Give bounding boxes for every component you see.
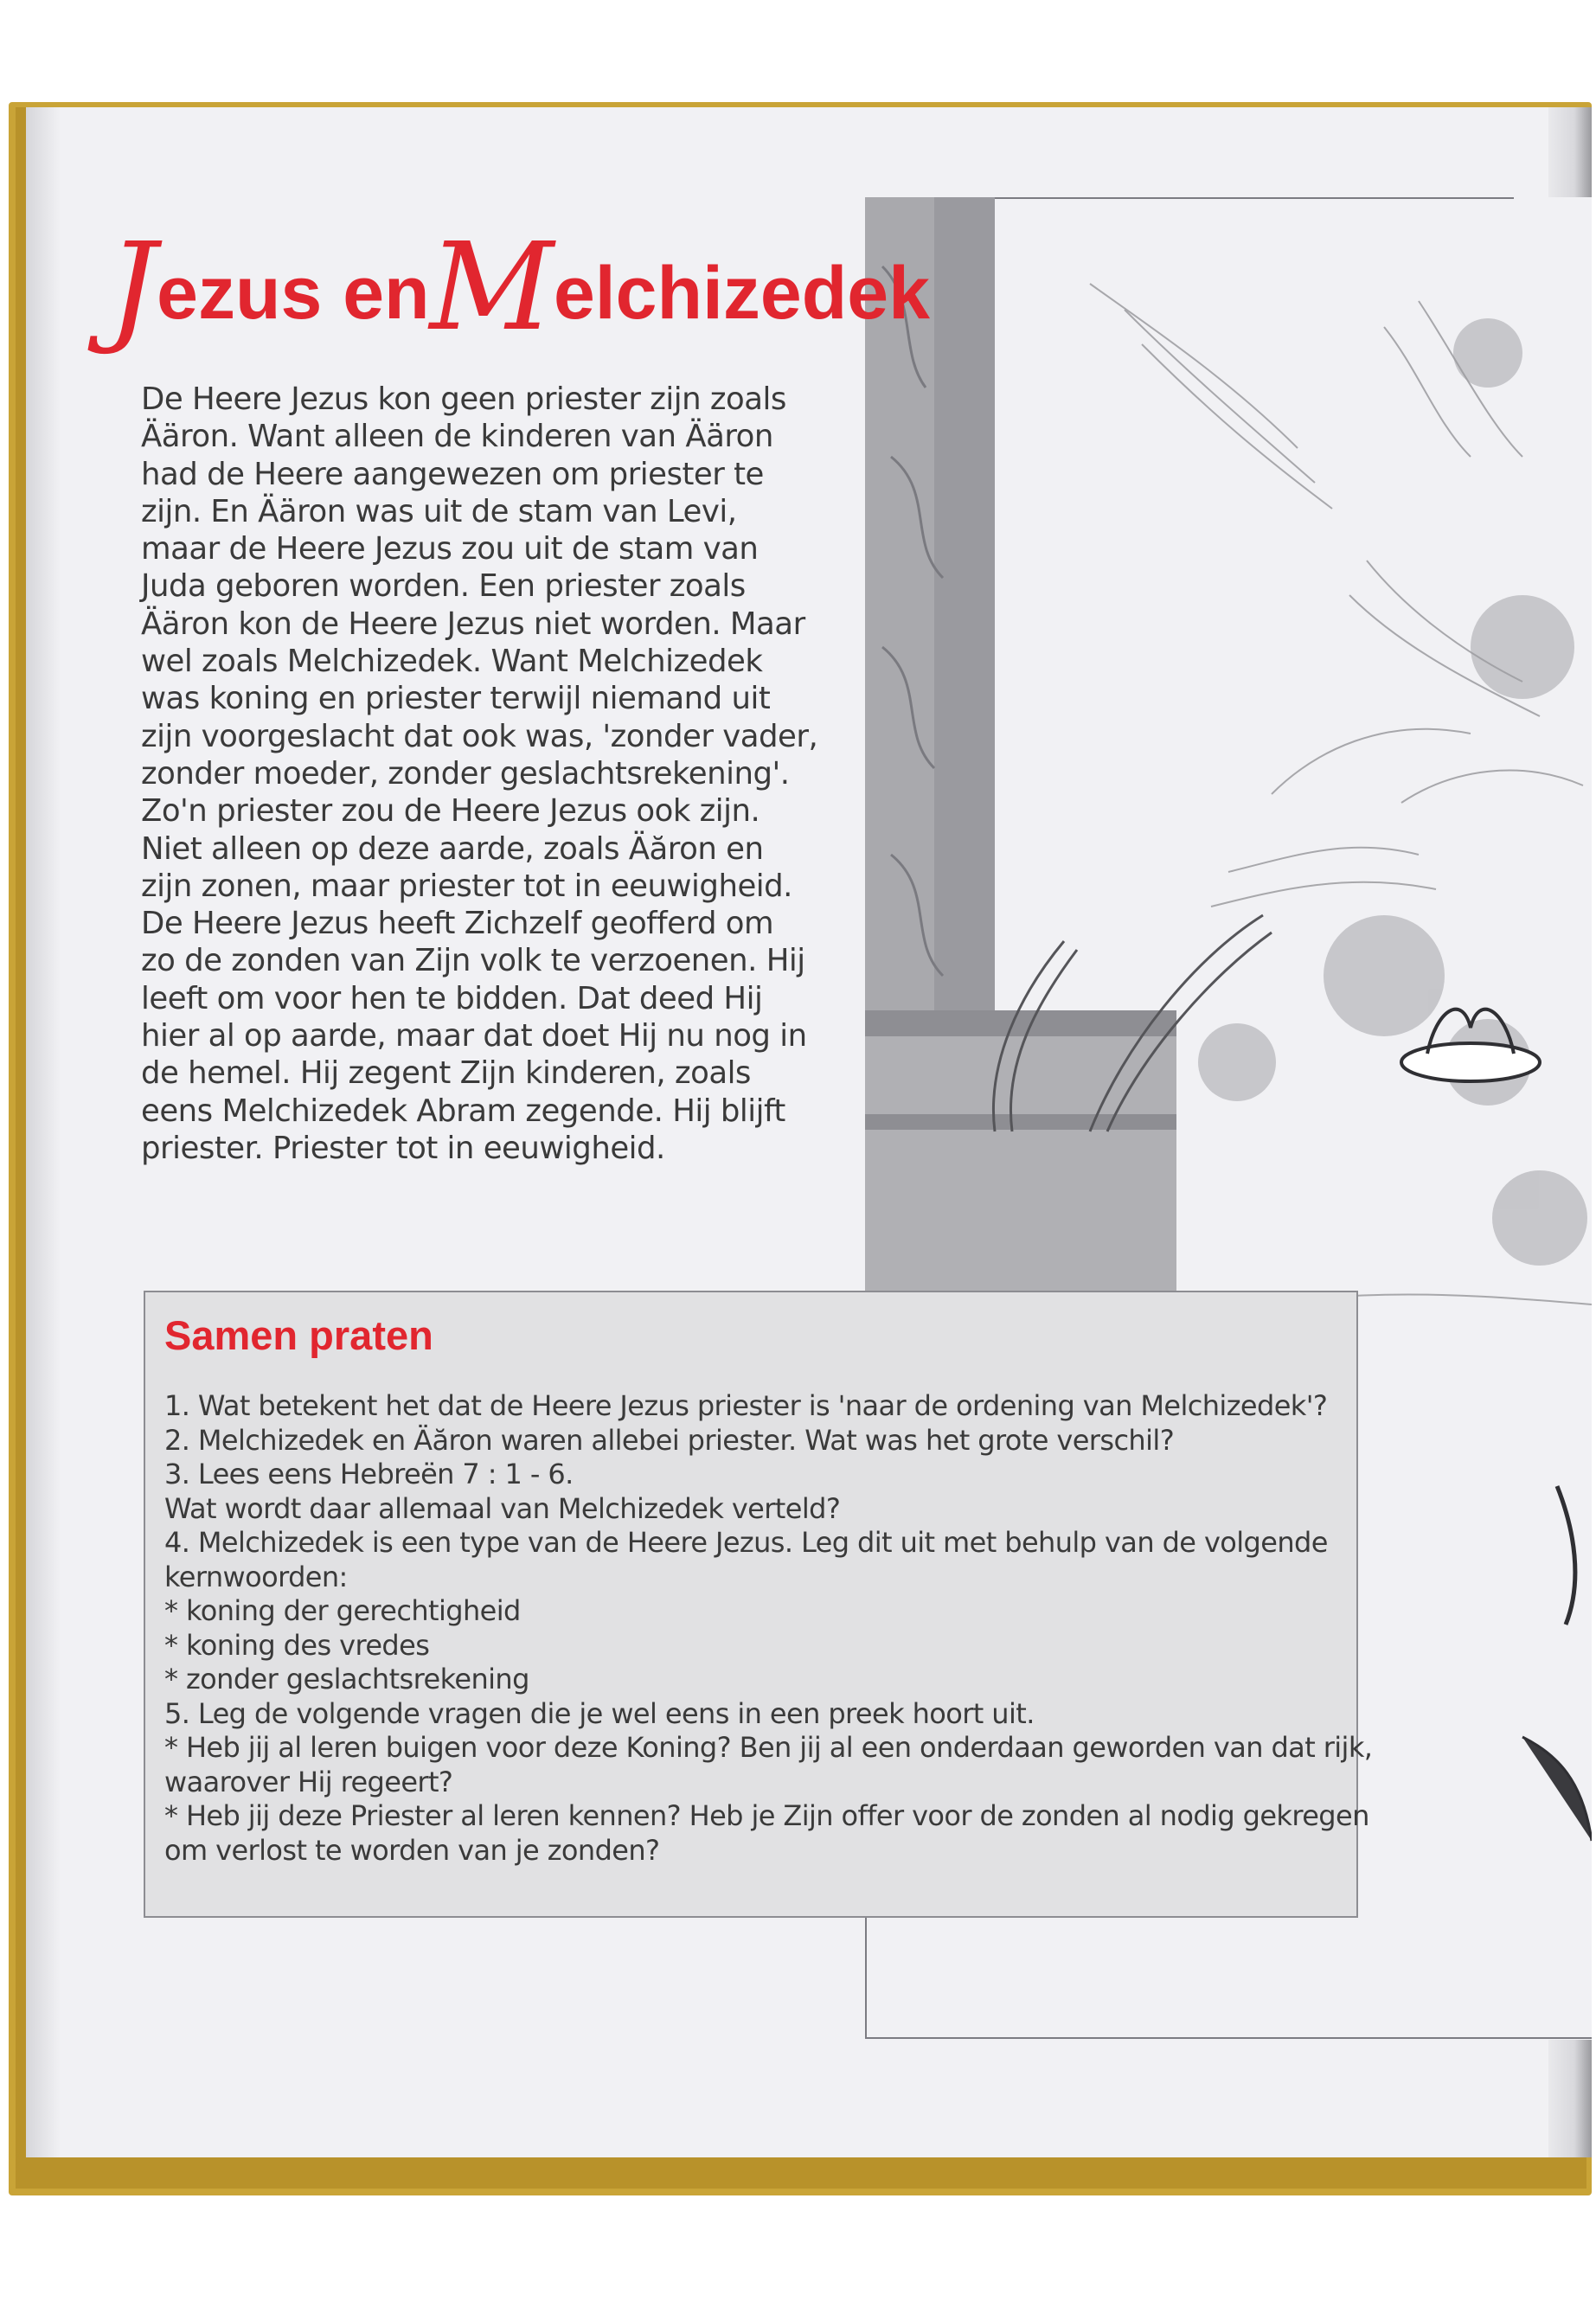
body-line: maar de Heere Jezus zou uit de stam van	[141, 531, 759, 567]
illustration-frame-left	[865, 1918, 867, 2039]
discussion-heading: Samen praten	[164, 1312, 433, 1358]
body-line: had de Heere aangewezen om priester te	[141, 456, 764, 492]
question-line: Wat wordt daar allemaal van Melchizedek verteld?	[164, 1491, 841, 1525]
question-line: waarover Hij regeert?	[164, 1765, 453, 1798]
body-line: zijn voorgeslacht dat ook was, 'zonder vader,	[141, 718, 818, 754]
discussion-box	[144, 1291, 1373, 1918]
question-line: * Heb jij deze Priester al leren kennen? Heb je Zijn offer voor de zonden al nodig gekregen	[164, 1799, 1369, 1832]
title-initial-j: J	[108, 217, 157, 358]
question-line: 5. Leg de volgende vragen die je wel eens in een preek hoort uit.	[164, 1696, 1035, 1730]
body-line: De Heere Jezus heeft Zichzelf geofferd om	[141, 906, 774, 942]
body-line: hier al op aarde, maar dat doet Hij nu nog in	[141, 1018, 807, 1054]
spine-shadow	[26, 107, 61, 2157]
body-line: Niet alleen op deze aarde, zoals Äăron en	[141, 830, 764, 867]
body-line: zonder moeder, zonder geslachtsrekening'.	[141, 755, 790, 792]
question-line: 4. Melchizedek is een type van de Heere Jezus. Leg dit uit met behulp van de volgende	[164, 1526, 1328, 1559]
body-line: wel zoals Melchizedek. Want Melchizedek	[141, 644, 763, 680]
body-line: Ääron kon de Heere Jezus niet worden. Maar	[141, 606, 805, 642]
body-line: de hemel. Hij zegent Zijn kinderen, zoals	[141, 1055, 751, 1092]
body-line: De Heere Jezus kon geen priester zijn zoals	[141, 381, 786, 417]
body-line: zo de zonden van Zijn volk te verzoenen. Hij	[141, 943, 805, 979]
question-line: * Heb jij al leren buigen voor deze Koning? Ben jij al een onderdaan geworden van dat rijk,	[164, 1731, 1373, 1764]
question-line: kernwoorden:	[164, 1560, 348, 1593]
title-part-2: elchizedek	[553, 252, 930, 335]
question-line: 1. Wat betekent het dat de Heere Jezus priester is 'naar de ordening van Melchizedek'?	[164, 1389, 1328, 1422]
body-line: zijn. En Ääron was uit de stam van Levi,	[141, 493, 737, 529]
body-line: leeft om voor hen te bidden. Dat deed Hij	[141, 980, 763, 1016]
question-line: * zonder geslachtsrekening	[164, 1663, 529, 1695]
body-line: eens Melchizedek Abram zegende. Hij blijft	[141, 1093, 785, 1129]
body-line: was koning en priester terwijl niemand uit	[141, 681, 771, 717]
question-line: * koning des vredes	[164, 1628, 430, 1662]
discussion-questions	[164, 1389, 1373, 1868]
page-title	[108, 217, 930, 358]
title-initial-m: M	[429, 217, 554, 358]
body-line: Ääron. Want alleen de kinderen van Ääron	[141, 419, 773, 455]
body-paragraph	[141, 381, 818, 1167]
title-part-1: ezus en	[157, 252, 430, 335]
question-line: om verlost te worden van je zonden?	[164, 1833, 660, 1867]
question-line: * koning der gerechtigheid	[164, 1594, 521, 1627]
question-line: 2. Melchizedek en Äăron waren allebei priester. Wat was het grote verschil?	[164, 1423, 1175, 1457]
body-line: zijn zonen, maar priester tot in eeuwigheid.	[141, 868, 792, 904]
body-line: Juda geboren worden. Een priester zoals	[141, 568, 746, 605]
question-line: 3. Lees eens Hebreën 7 : 1 - 6.	[164, 1458, 574, 1490]
illustration-frame-bottom	[865, 2037, 1592, 2039]
body-line: priester. Priester tot in eeuwigheid.	[141, 1130, 665, 1166]
body-line: Zo'n priester zou de Heere Jezus ook zijn.	[141, 793, 760, 830]
